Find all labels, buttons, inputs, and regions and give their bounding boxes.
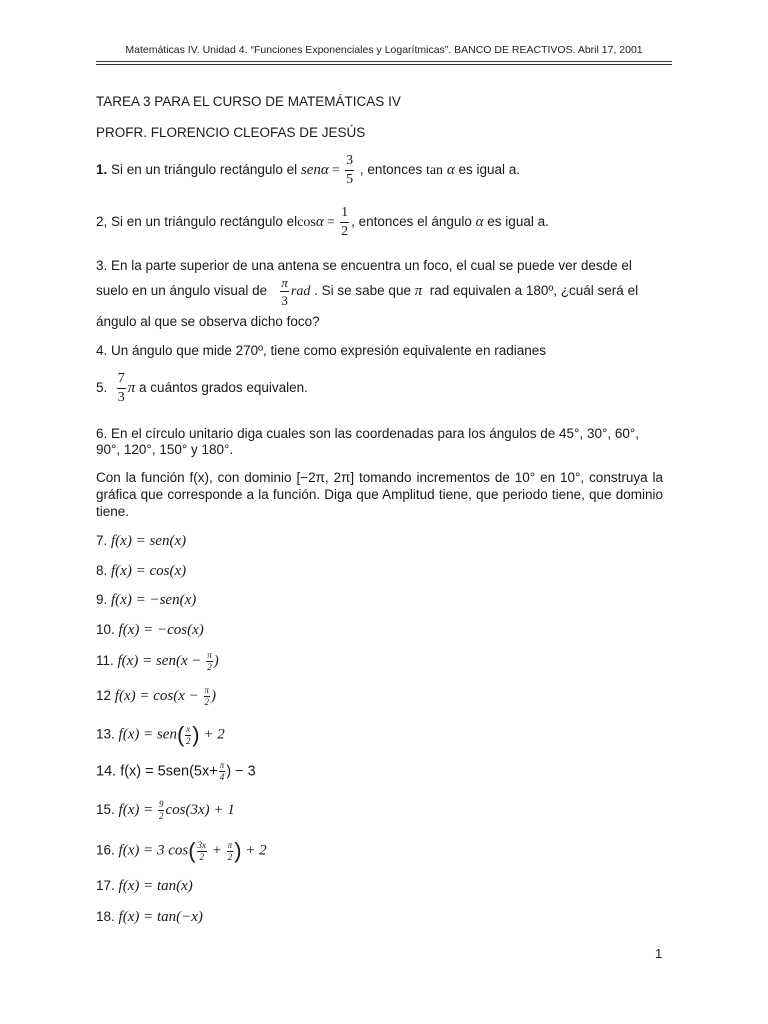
item-17: 17. f(x) = tan(x) [96, 878, 193, 894]
header-rule-bottom [96, 64, 672, 65]
fraction: $\frac{\pi}{2}$ [207, 650, 212, 672]
fraction: $\frac{3x}{2}$ [197, 839, 207, 862]
page-number: 1 [655, 946, 663, 961]
fraction: $\frac{3}{5}$ [346, 153, 354, 187]
fraction: $\frac{9}{2}$ [158, 799, 164, 821]
item-16: 16. f(x) = 3 cos( $\frac{3x}{2}$ + $\frac{\pi}{2}$ ) + 2 [96, 838, 267, 863]
item-14: 14. f(x) = 5sen(5x+ $\frac{\pi}{4}$ ) − 3 [96, 760, 256, 782]
item-12: 12 f(x) = cos(x − $\frac{\pi}{2}$ ) [96, 685, 217, 707]
fraction: $\frac{1}{2}$ [341, 205, 349, 239]
question-3-line-2: suelo en un ángulo visual de $\frac{\pi}{3}$ rad . Si se sabe que π rad equivalen a 180º, ¿cuál será el [96, 275, 639, 308]
fraction: $\frac{\pi}{2}$ [204, 685, 210, 707]
fraction: $\frac{\pi}{3}$ [281, 275, 288, 308]
question-1: 1. Si en un triángulo rectángulo el senα = $\frac{3}{5}$ , entonces tan α es igual a. [96, 153, 520, 187]
item-18: 18. f(x) = tan(−x) [96, 909, 203, 925]
item-11: 11. f(x) = sen(x − $\frac{\pi}{2}$ ) [96, 650, 219, 672]
question-3-line-1: 3. En la parte superior de una antena se encuentra un foco, el cual se puede ver desde el [96, 258, 632, 273]
question-4: 4. Un ángulo que mide 270º, tiene como expresión equivalente en radianes [96, 343, 546, 358]
question-3-line-3: ángulo al que se observa dicho foco? [96, 314, 320, 329]
item-8: 8. f(x) = cos(x) [96, 563, 187, 579]
teacher-name: PROFR. FLORENCIO CLEOFAS DE JESÚS [96, 125, 366, 140]
assignment-title: TAREA 3 PARA EL CURSO DE MATEMÁTICAS IV [96, 94, 401, 109]
fraction: $\frac{\pi}{4}$ [219, 760, 225, 782]
item-13: 13. f(x) = sen( $\frac{x}{2}$ ) + 2 [96, 722, 225, 747]
question-2: 2, Si en un triángulo rectángulo elcosα = $\frac{1}{2}$ , entonces el ángulo α es igual a. [96, 205, 549, 239]
question-number: 1. [96, 162, 108, 178]
fraction: $\frac{\pi}{2}$ [227, 839, 233, 862]
header-rule-top [96, 61, 672, 62]
fraction: $\frac{x}{2}$ [186, 723, 191, 746]
page-header: Matemáticas IV. Unidad 4. “Funciones Exponenciales y Logarítmicas”. BANCO DE REACTIVOS. Abril 17, 2001 [125, 44, 643, 56]
item-15: 15. f(x) = $\frac{9}{2}$ cos(3x) + 1 [96, 799, 235, 821]
fraction: $\frac{7}{3}$ [117, 371, 125, 405]
question-6-line-1: 6. En el círculo unitario diga cuales son las coordenadas para los ángulos de 45°, 30°, 60°, [96, 426, 640, 441]
question-6-line-2: 90°, 120°, 150° y 180°. [96, 442, 234, 457]
item-7: 7. f(x) = sen(x) [96, 533, 187, 549]
item-9: 9. f(x) = −sen(x) [96, 592, 197, 608]
item-10: 10. f(x) = −cos(x) [96, 622, 204, 638]
instructions-paragraph: Con la función f(x), con dominio [−2π, 2π] tomando incrementos de 10° en 10°, construya la gráfica que corresponde a la función. Diga que Amplitud tiene, que periodo tiene, que dominio tiene. [96, 470, 663, 519]
question-5: 5. $\frac{7}{3}$ π a cuántos grados equivalen. [96, 371, 308, 405]
